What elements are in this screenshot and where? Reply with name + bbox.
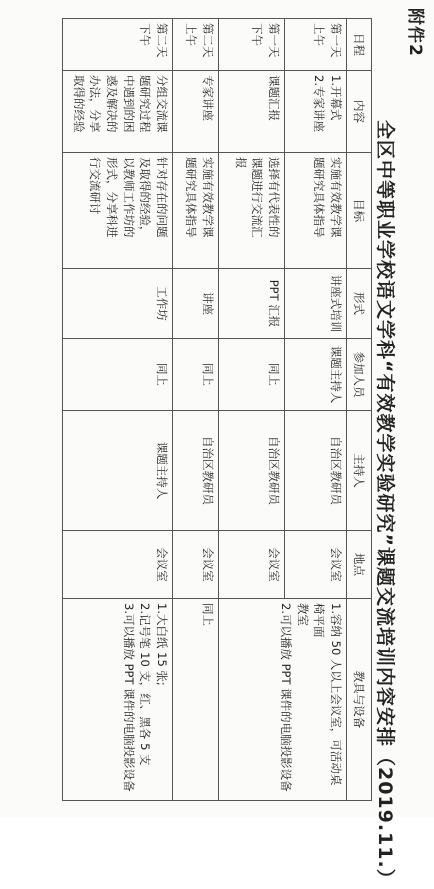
header-equipment: 教具与设备 (347, 599, 372, 801)
content-cell: 课题汇报 (219, 71, 285, 153)
host-cell: 自治区教研员 (285, 411, 347, 531)
schedule-table (62, 18, 372, 801)
header-goal: 目标 (347, 153, 372, 269)
document-title: 全区中等职业学校语文学科“有效教学实验研究”课题交流培训内容安排（2019.11.） (374, 120, 396, 889)
day-cell: 第一天 上午 (285, 19, 347, 71)
day-cell: 第二天 下午 (63, 19, 173, 71)
annex-label: 附件2 (405, 8, 425, 57)
header-host: 主持人 (347, 411, 372, 531)
content-cell: 分组交流课 题研究过程 中遇到的困 惑及解决的 办法，分享 取得的经验 (63, 71, 173, 153)
header-form: 形式 (347, 269, 372, 339)
participants-cell: 同上 (63, 339, 173, 411)
table-row (63, 19, 173, 801)
goal-cell: 针对存在的问题 及取得的经验， 以教师工作坊的 形式，分享科进 行交流研讨 (63, 153, 173, 269)
equipment-cell: 同上 (173, 599, 219, 801)
participants-cell: 同上 (173, 339, 219, 411)
header-content: 内容 (347, 71, 372, 153)
venue-cell: 会议室 (219, 531, 285, 599)
participants-cell: 课题主持人 (285, 339, 347, 411)
goal-cell: 实施有效教学课 题研究具体指导 (173, 153, 219, 269)
venue-cell: 会议室 (285, 531, 347, 599)
header-participants: 参加人员 (347, 339, 372, 411)
table-header-row (347, 19, 372, 801)
host-cell: 课题主持人 (63, 411, 173, 531)
equipment-cell: 1.容纳 50 人以上会议室，可活动桌椅平面 教室 2.可以播放 PPT 课件的电脑投影设备 (219, 599, 347, 801)
venue-cell: 会议室 (63, 531, 173, 599)
form-cell: 工作坊 (63, 269, 173, 339)
form-cell: PPT 汇报 (219, 269, 285, 339)
host-cell: 自治区教研员 (219, 411, 285, 531)
content-cell: 专家讲座 (173, 71, 219, 153)
goal-cell: 实施有效教学课 题研究具体指导 (285, 153, 347, 269)
header-venue: 地点 (347, 531, 372, 599)
venue-cell: 会议室 (173, 531, 219, 599)
form-cell: 讲座 (173, 269, 219, 339)
table-row (285, 19, 347, 801)
participants-cell: 同上 (219, 339, 285, 411)
day-cell: 第二天 上午 (173, 19, 219, 71)
equipment-cell: 1.大白纸 15 张; 2.记号笔 10 支，红、黑各 5 支 3.可以播放 PPT 课件的电脑投影设备 (63, 599, 173, 801)
goal-cell: 选择有代表性的 课题进行交流汇 报 (219, 153, 285, 269)
host-cell: 自治区教研员 (173, 411, 219, 531)
table-row (173, 19, 219, 801)
content-cell: 1.开幕式 2.专家讲座 (285, 71, 347, 153)
day-cell: 第一天 下午 (219, 19, 285, 71)
header-day: 日程 (347, 19, 372, 71)
form-cell: 讲座式培训 (285, 269, 347, 339)
